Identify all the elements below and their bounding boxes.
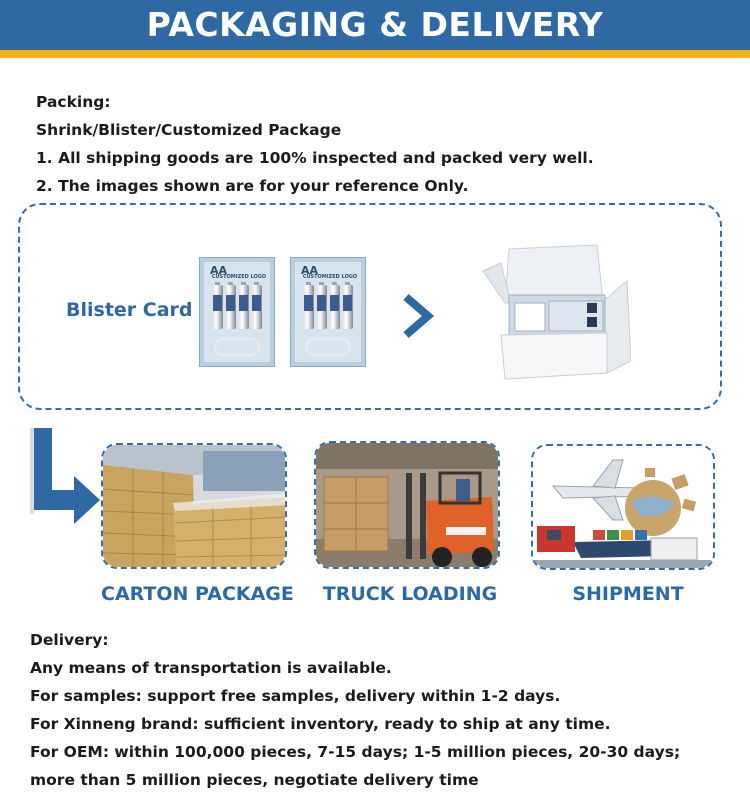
step-label-truck-loading: TRUCK LOADING <box>322 583 498 605</box>
delivery-line: For OEM: within 100,000 pieces, 7-15 days; 1-5 million pieces, 20-30 days; <box>30 743 681 761</box>
battery-icon <box>329 285 340 329</box>
blister-card-image <box>199 257 275 367</box>
delivery-heading: Delivery: <box>30 631 109 649</box>
packing-section <box>36 88 594 200</box>
battery-icon <box>303 285 314 329</box>
blister-card-label: Blister Card <box>66 299 193 321</box>
cable-icon <box>214 338 260 356</box>
page-title: PACKAGING & DELIVERY <box>146 5 604 44</box>
blister-card-logo-text: CUSTOMIZED LOGO <box>302 274 358 280</box>
cable-icon <box>305 338 351 356</box>
step-label-carton-package: CARTON PACKAGE <box>101 583 294 605</box>
blister-card-aa: AA <box>210 264 228 277</box>
packing-heading: Packing: <box>36 93 111 111</box>
step-label-shipment: SHIPMENT <box>572 583 684 605</box>
battery-icon <box>251 285 262 329</box>
battery-icon <box>342 285 353 329</box>
chevron-right-icon <box>400 293 436 339</box>
battery-icon <box>225 285 236 329</box>
l-arrow-icon <box>30 428 100 526</box>
open-box-illustration <box>475 243 631 381</box>
header-stripe <box>0 50 750 58</box>
packing-line: 2. The images shown are for your reference Only. <box>36 177 469 195</box>
battery-icon <box>316 285 327 329</box>
delivery-line: For samples: support free samples, delivery within 1-2 days. <box>30 687 561 705</box>
packing-line: Shrink/Blister/Customized Package <box>36 121 342 139</box>
truck-loading-photo <box>314 441 500 569</box>
shipment-photo <box>531 444 715 570</box>
delivery-line: Any means of transportation is available. <box>30 659 392 677</box>
battery-icon <box>238 285 249 329</box>
carton-package-photo <box>101 443 287 569</box>
delivery-line: more than 5 million pieces, negotiate delivery time <box>30 771 479 789</box>
packing-line: 1. All shipping goods are 100% inspected and packed very well. <box>36 149 594 167</box>
blister-card-image <box>290 257 366 367</box>
battery-icon <box>212 285 223 329</box>
blister-card-aa: AA <box>301 264 319 277</box>
blister-card-logo-text: CUSTOMIZED LOGO <box>211 274 267 280</box>
delivery-section <box>30 626 680 794</box>
delivery-line: For Xinneng brand: sufficient inventory, ready to ship at any time. <box>30 715 611 733</box>
